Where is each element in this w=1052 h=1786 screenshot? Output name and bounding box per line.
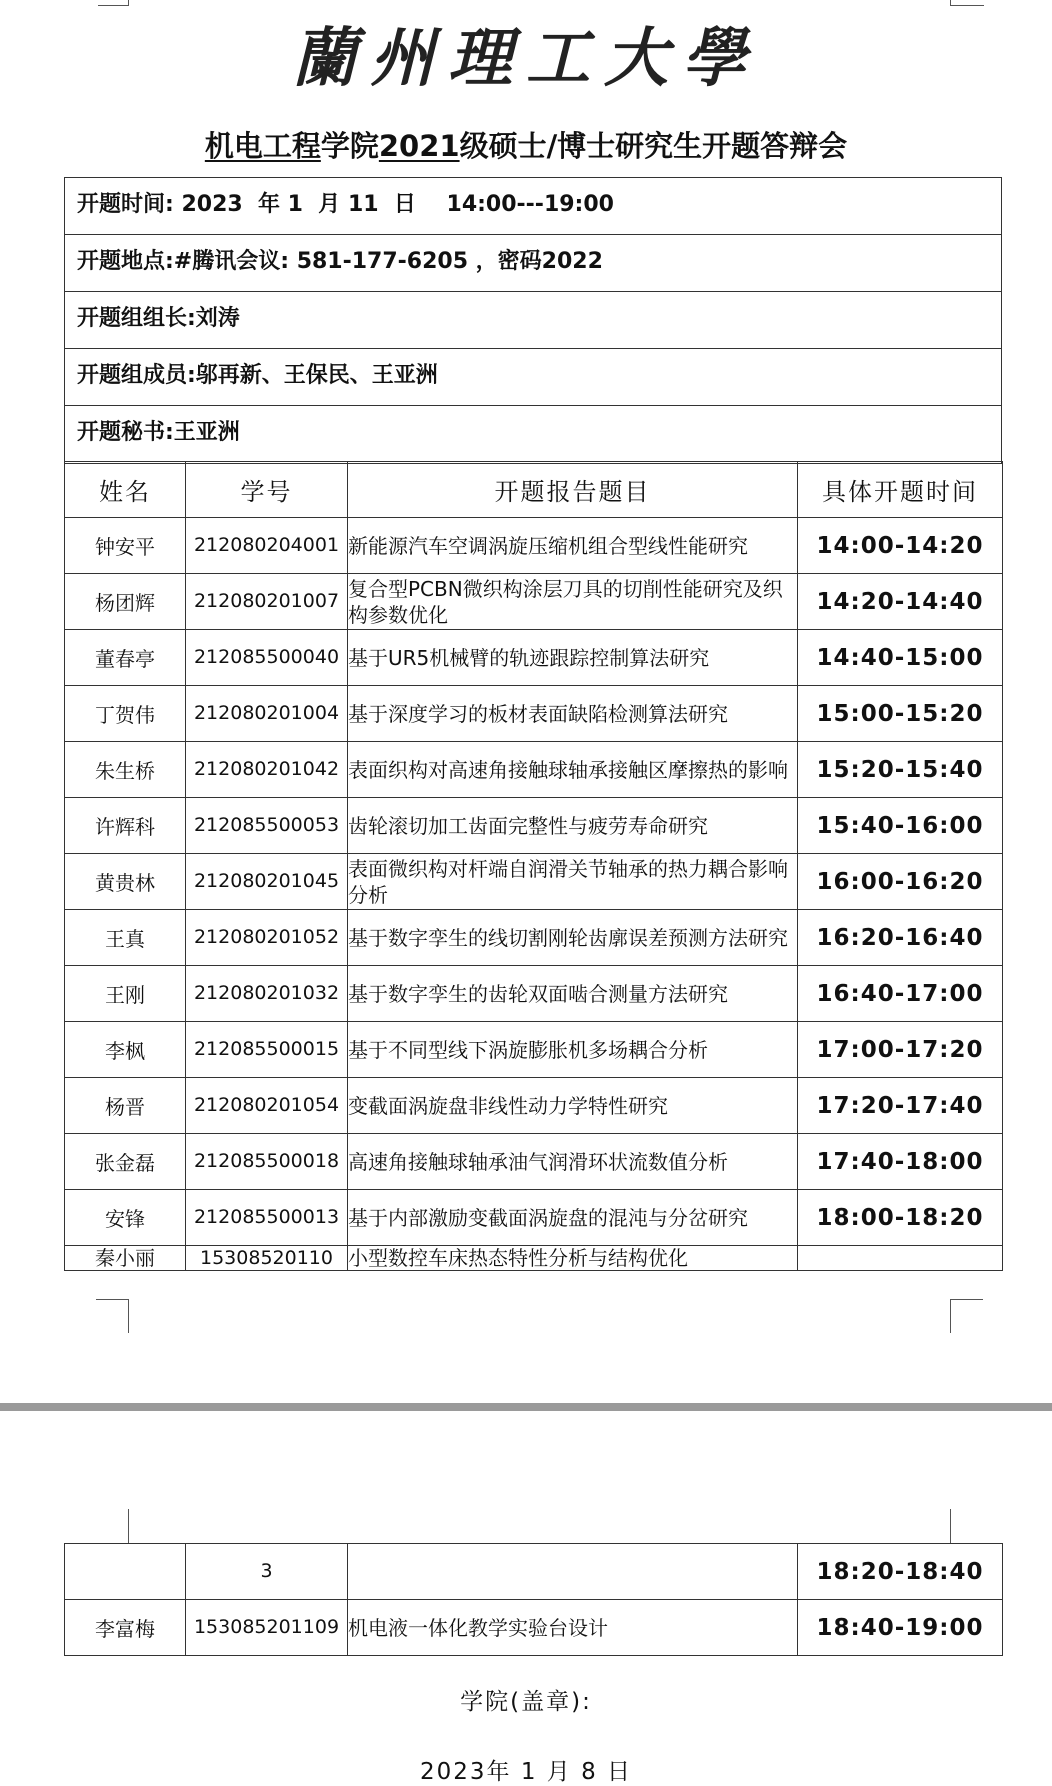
table-row [65,1022,1003,1078]
report-topic: 机电液一体化教学实验台设计 [348,1600,798,1656]
title-college-suffix: 学院 [320,129,379,163]
student-name [65,1544,186,1600]
title-college: 机电工程 [204,129,321,163]
table-row [65,910,1003,966]
table-row [65,1246,1003,1271]
student-name: 许辉科 [65,798,186,854]
student-name: 丁贺伟 [65,686,186,742]
slot-time: 18:00-18:20 [798,1190,1003,1246]
info-secretary: 开题秘书:王亚洲 [77,420,240,445]
report-topic: 小型数控车床热态特性分析与结构优化 [348,1246,798,1271]
student-name: 董春亭 [65,630,186,686]
schedule-table-continued [64,1543,1003,1656]
title-rest: 级硕士/博士研究生开题答辩会 [459,129,848,163]
report-topic: 高速角接触球轴承油气润滑环状流数值分析 [348,1134,798,1190]
student-name: 王真 [65,910,186,966]
table-row [65,574,1003,630]
header-time: 具体开题时间 [798,462,1003,518]
student-name: 朱生桥 [65,742,186,798]
header-id: 学号 [186,462,348,518]
table-row [65,1600,1003,1656]
student-id: 153085201109 [186,1600,348,1656]
student-id: 212080201007 [186,574,348,630]
slot-time: 16:20-16:40 [798,910,1003,966]
student-name: 钟安平 [65,518,186,574]
table-row [65,1134,1003,1190]
student-id: 212080201045 [186,854,348,910]
student-name: 王刚 [65,966,186,1022]
student-name: 杨团辉 [65,574,186,630]
report-topic: 基于内部激励变截面涡旋盘的混沌与分岔研究 [348,1190,798,1246]
student-id: 3 [186,1544,348,1600]
university-logo: 蘭州理工大學 [292,21,760,96]
student-name: 李枫 [65,1022,186,1078]
report-topic: 基于数字孪生的线切割刚轮齿廓误差预测方法研究 [348,910,798,966]
table-row [65,1078,1003,1134]
page-title [0,126,1052,166]
info-leader: 开题组组长:刘涛 [65,292,1001,349]
crop-mark [96,1299,129,1333]
slot-time: 14:40-15:00 [798,630,1003,686]
table-row [65,742,1003,798]
slot-time: 15:40-16:00 [798,798,1003,854]
student-name: 杨晋 [65,1078,186,1134]
student-name: 黄贵林 [65,854,186,910]
student-id: 212080201042 [186,742,348,798]
report-topic: 表面织构对高速角接触球轴承接触区摩擦热的影响 [348,742,798,798]
student-name: 李富梅 [65,1600,186,1656]
report-topic: 变截面涡旋盘非线性动力学特性研究 [348,1078,798,1134]
student-id: 15308520110 [186,1246,348,1271]
table-header-row [65,462,1003,518]
slot-time [798,1246,1003,1271]
slot-time: 16:40-17:00 [798,966,1003,1022]
student-id: 212085500015 [186,1022,348,1078]
slot-time: 18:20-18:40 [798,1544,1003,1600]
crop-mark [950,1509,952,1543]
crop-mark [950,1299,983,1333]
slot-time: 15:00-15:20 [798,686,1003,742]
student-id: 212085500040 [186,630,348,686]
slot-time: 15:20-15:40 [798,742,1003,798]
table-row [65,1544,1003,1600]
report-topic [348,1544,798,1600]
schedule-table [64,461,1003,1271]
crop-mark [950,0,984,6]
table-row [65,966,1003,1022]
slot-time: 16:00-16:20 [798,854,1003,910]
table-row [65,854,1003,910]
report-topic: 表面微织构对杆端自润滑关节轴承的热力耦合影响分析 [348,854,798,910]
table-row [65,686,1003,742]
student-id: 212080201052 [186,910,348,966]
info-box [64,177,1002,464]
student-id: 212080204001 [186,518,348,574]
report-topic: 齿轮滚切加工齿面完整性与疲劳寿命研究 [348,798,798,854]
slot-time: 17:20-17:40 [798,1078,1003,1134]
student-name: 张金磊 [65,1134,186,1190]
student-id: 212085500053 [186,798,348,854]
student-id: 212080201004 [186,686,348,742]
table-row [65,798,1003,854]
page-separator [0,1403,1052,1411]
header-name: 姓名 [65,462,186,518]
table-row [65,630,1003,686]
report-topic: 基于UR5机械臂的轨迹跟踪控制算法研究 [348,630,798,686]
info-members: 开题组成员:邬再新、王保民、王亚洲 [65,349,1001,406]
header-topic: 开题报告题目 [348,462,798,518]
crop-mark [128,1509,130,1543]
report-topic: 基于深度学习的板材表面缺陷检测算法研究 [348,686,798,742]
sign-date: 2023年 1 月 8 日 [419,1759,633,1785]
info-time: 开题时间: 2023 年 1 月 11 日 14:00---19:00 [65,178,1001,235]
slot-time: 17:40-18:00 [798,1134,1003,1190]
stamp-label: 学院(盖章): [460,1689,592,1715]
student-id: 212085500013 [186,1190,348,1246]
report-topic: 基于数字孪生的齿轮双面啮合测量方法研究 [348,966,798,1022]
student-id: 212085500018 [186,1134,348,1190]
title-year: 2021 [378,129,460,163]
slot-time: 14:20-14:40 [798,574,1003,630]
student-id: 212080201032 [186,966,348,1022]
report-topic: 复合型PCBN微织构涂层刀具的切削性能研究及织构参数优化 [348,574,798,630]
student-id: 212080201054 [186,1078,348,1134]
crop-mark [98,0,129,6]
slot-time: 17:00-17:20 [798,1022,1003,1078]
report-topic: 新能源汽车空调涡旋压缩机组合型线性能研究 [348,518,798,574]
info-location: 开题地点:#腾讯会议: 581-177-6205 ，密码2022 [65,235,1001,292]
student-name: 秦小丽 [65,1246,186,1271]
slot-time: 14:00-14:20 [798,518,1003,574]
slot-time: 18:40-19:00 [798,1600,1003,1656]
table-row [65,1190,1003,1246]
table-row [65,518,1003,574]
report-topic: 基于不同型线下涡旋膨胀机多场耦合分析 [348,1022,798,1078]
student-name: 安锋 [65,1190,186,1246]
